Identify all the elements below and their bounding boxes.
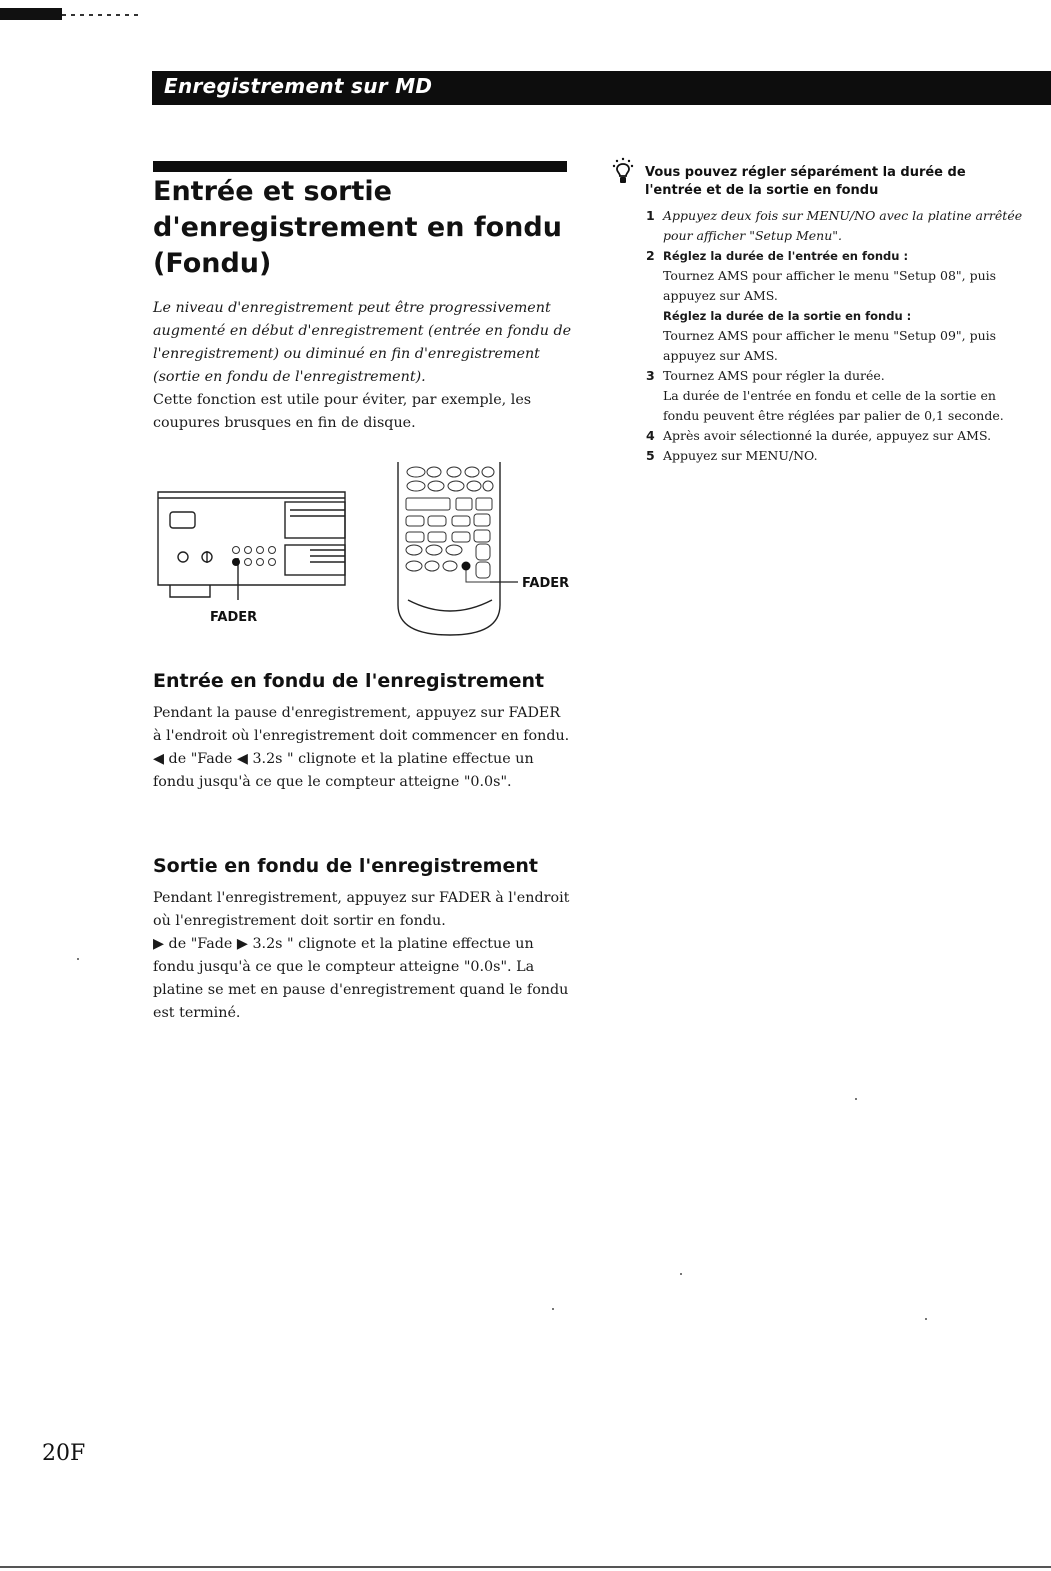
fade-out-heading: Sortie en fondu de l'enregistrement [153,855,538,877]
tip-steps [646,206,1026,466]
corner-mark [0,8,62,20]
tip-step-2 [646,246,1026,366]
scan-speck [855,1098,857,1100]
header-title: Enregistrement sur MD [164,74,433,98]
bottom-rule [0,1566,1051,1568]
scan-speck [77,958,79,960]
intro-paragraph-1: Le niveau d'enregistrement peut être progressivement augmenté en début d'enregistrement (entrée en fondu de l'enregistrement) ou diminué en fin d'enregistrement (sortie en fondu de l'enregistrement). [153,300,572,385]
tip-title: Vous pouvez régler séparément la durée de l'entrée et de la sortie en fondu [645,165,966,198]
header-band [152,71,1051,105]
section-title: Entrée et sortie d'enregistrement en fondu (Fondu) [153,176,562,279]
step-number: 2 [646,248,655,263]
fade-out-result: ▶ de "Fade ▶ 3.2s " clignote et la platine effectue un fondu jusqu'à ce que le compteur atteigne "0.0s". La platine se met en pause d'enregistrement quand le fondu est terminé. [153,936,569,1021]
step-number: 4 [646,428,655,443]
intro-paragraph-2: Cette fonction est utile pour éviter, par exemple, les coupures brusques en fin de disque. [153,392,532,431]
step-text: Après avoir sélectionné la durée, appuyez sur AMS. [663,428,992,443]
section-rule [153,161,567,172]
fade-in-result: ◀ de "Fade ◀ 3.2s " clignote et la platine effectue un fondu jusqu'à ce que le compteur atteigne "0.0s". [153,751,534,790]
scan-speck [925,1318,927,1320]
step-number: 3 [646,368,655,383]
tip-lightbulb-icon [611,157,635,185]
illustration [150,450,590,650]
step-text-2: Tournez AMS pour afficher le menu "Setup 09", puis appuyez sur AMS. [663,328,997,363]
scan-speck [680,1273,682,1275]
step-note: La durée de l'entrée en fondu et celle de la sortie en fondu peuvent être réglées par palier de 0,1 seconde. [663,388,1004,423]
tip-step-3 [646,366,1026,426]
scan-speck [552,1308,554,1310]
step-number: 5 [646,448,655,463]
fade-out-body [153,887,573,1025]
fade-out-instruction: Pendant l'enregistrement, appuyez sur FADER à l'endroit où l'enregistrement doit sortir en fondu. [153,890,570,929]
intro-text [153,297,573,435]
step-sub-label: Réglez la durée de l'entrée en fondu : [663,249,909,263]
deck-fader-label: FADER [210,610,258,625]
step-sub-label-2: Réglez la durée de la sortie en fondu : [663,309,912,323]
step-text: Appuyez sur MENU/NO. [663,448,818,463]
fade-in-instruction: Pendant la pause d'enregistrement, appuyez sur FADER à l'endroit où l'enregistrement doit commencer en fondu. [153,705,570,744]
step-text: Appuyez deux fois sur MENU/NO avec la platine arrêtée pour afficher "Setup Menu". [663,208,1023,243]
corner-mark-tail [62,14,142,16]
tip-step-1 [646,206,1026,246]
page-number: 20F [42,1441,86,1466]
fade-in-body [153,702,573,794]
step-text: Tournez AMS pour afficher le menu "Setup 08", puis appuyez sur AMS. [663,268,997,303]
tip-step-5 [646,446,1026,466]
step-number: 1 [646,208,655,223]
remote-fader-label: FADER [522,576,570,591]
step-text: Tournez AMS pour régler la durée. [663,368,885,383]
tip-step-4 [646,426,1026,446]
fade-in-heading: Entrée en fondu de l'enregistrement [153,670,545,692]
